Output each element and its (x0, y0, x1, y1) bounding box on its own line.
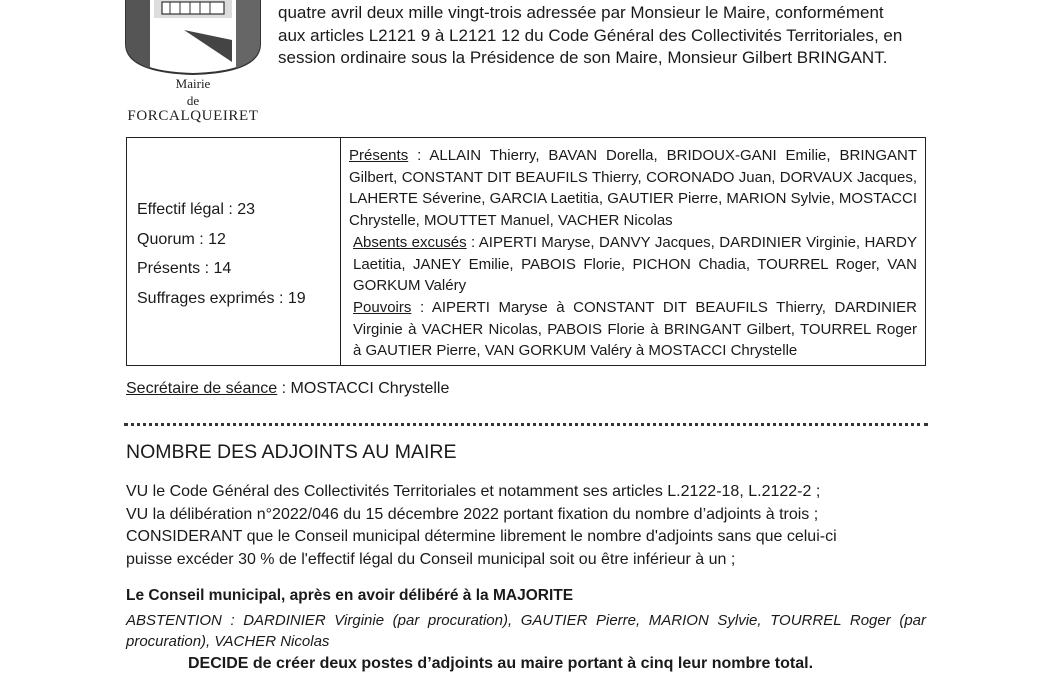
table-divider (340, 138, 341, 365)
visas-paragraph (126, 481, 926, 571)
abstention-list: ABSTENTION : DARDINIER Virginie (par procuration), GAUTIER Pierre, MARION Sylvie, TOURREL Roger (par procuration), VACHER Nicolas (126, 612, 926, 650)
dotted-separator (124, 423, 928, 426)
intro-line: quatre avril deux mille vingt-trois adressée par Monsieur le Maire, conformément (278, 3, 884, 22)
secretaire-de-seance (126, 380, 449, 398)
attendance-counts (137, 195, 306, 313)
quorum: Quorum : 12 (137, 230, 226, 248)
absents-label: Absents excusés (353, 233, 467, 251)
pouvoirs-paragraph (349, 297, 917, 362)
intro-line: session ordinaire sous la Présidence de son Maire, Monsieur Gilbert BRINGANT. (278, 48, 888, 67)
attendance-table (126, 137, 926, 366)
presents-count: Présents : 14 (137, 260, 232, 277)
pouvoirs-names: : AIPERTI Maryse à CONSTANT DIT BEAUFILS Thierry, DARDINIER Virginie à VACHER Nicolas, PABOIS Florie à BRINGANT Gilbert, TOURREL Roger à GAUTIER Pierre, VAN GORKUM Valéry à MOSTACCI Chrystelle (353, 298, 917, 360)
intro-line: aux articles L2121 9 à L2121 12 du Code Général des Collectivités Territoriales, en (278, 25, 903, 45)
section-title: NOMBRE DES ADJOINTS AU MAIRE (126, 441, 457, 463)
secretaire-value: : MOSTACCI Chrystelle (277, 380, 450, 397)
presents-label: Présents (349, 147, 409, 164)
absents-paragraph (349, 232, 917, 297)
suffrages-exprimes: Suffrages exprimés : 19 (137, 289, 306, 307)
absents-names: : AIPERTI Maryse, DANVY Jacques, DARDINIER Virginie, HARDY Laetitia, JANEY Emilie, PABOIS Florie, PICHON Chadia, TOURREL Roger, VAN GORKUM Valéry (353, 233, 917, 295)
effectif-legal: Effectif légal : 23 (137, 201, 255, 218)
visa-line: CONSIDERANT que le Conseil municipal détermine librement le nombre d'adjoints sans que celui-ci (126, 528, 837, 545)
visa-line: puisse excéder 30 % de l'effectif légal du Conseil municipal soit ou être inférieur à un ; (126, 550, 736, 568)
presents-paragraph (349, 145, 917, 232)
members-list (349, 145, 917, 362)
municipal-crest-icon (124, 0, 262, 76)
secretaire-label: Secrétaire de séance (126, 380, 278, 397)
decision-text: DECIDE de créer deux postes d’adjoints au maire portant à cinq leur nombre total. (188, 655, 814, 672)
pouvoirs-label: Pouvoirs (353, 298, 412, 316)
conseil-deliberation: Le Conseil municipal, après en avoir délibéré à la MAJORITE (126, 587, 574, 604)
mairie-label: Mairie (175, 76, 211, 91)
commune-name: FORCALQUEIRET (127, 108, 259, 124)
intro-paragraph (278, 2, 928, 70)
visa-line: VU la délibération n°2022/046 du 15 décembre 2022 portant fixation du nombre d’adjoints à trois ; (126, 505, 819, 523)
mairie-de-label: de (186, 93, 200, 108)
presents-names: : ALLAIN Thierry, BAVAN Dorella, BRIDOUX-GANI Emilie, BRINGANT Gilbert, CONSTANT DIT BEAUFILS Thierry, CORONADO Juan, DORVAUX Jacques, LAHERTE Séverine, GARCIA Laetitia, GAUTIER Pierre, MARION Sylvie, MOSTACCI Chrystelle, MOUTTET Manuel, VACHER Nicolas (349, 147, 917, 230)
visa-line: VU le Code Général des Collectivités Territoriales et notamment ses articles L.2122-18, L.2122-2 ; (126, 483, 821, 500)
